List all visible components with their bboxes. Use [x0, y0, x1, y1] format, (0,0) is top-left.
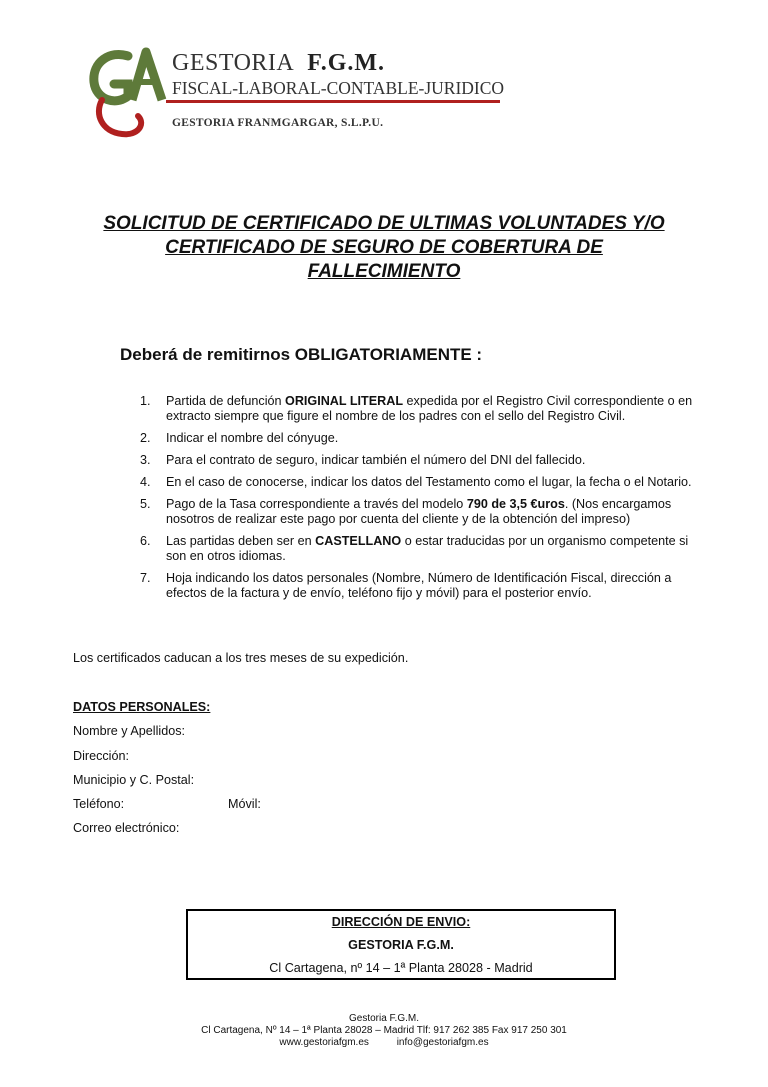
requirement-text-part: Pago de la Tasa correspondiente a través del modelo	[166, 497, 467, 511]
requirement-emphasis: ORIGINAL LITERAL	[285, 394, 404, 408]
logo-mark-icon	[88, 44, 168, 144]
requirement-text-part: Las partidas deben ser en	[166, 534, 316, 548]
requirement-emphasis: CASTELLANO	[315, 534, 402, 548]
requirement-text	[166, 453, 700, 468]
brand-name: GESTORIA F.G.M.	[172, 50, 386, 76]
requirement-item	[140, 534, 700, 564]
brand-initials: F.G.M.	[307, 50, 386, 76]
requirement-item	[140, 431, 700, 446]
personal-data-heading: DATOS PERSONALES:	[73, 700, 211, 714]
shipping-address-box	[186, 909, 616, 980]
requirement-emphasis: 790 de 3,5 €uros	[466, 497, 565, 511]
city-field-label: Municipio y C. Postal:	[73, 772, 195, 787]
email-field-label: Correo electrónico:	[73, 821, 180, 836]
requirement-text-part: Para el contrato de seguro, indicar también el número del DNI del fallecido.	[166, 453, 586, 467]
requirement-text	[166, 394, 700, 424]
title-line-2: CERTIFICADO DE SEGURO DE COBERTURA DE	[165, 237, 603, 258]
requirements-heading: Deberá de remitirnos OBLIGATORIAMENTE :	[120, 345, 483, 364]
phone-row	[73, 792, 573, 816]
requirement-number: 4.	[140, 475, 151, 489]
footer-links	[0, 1037, 768, 1049]
mobile-field-label: Móvil:	[228, 797, 261, 812]
requirements-list	[140, 394, 700, 608]
phone-field-label: Teléfono:	[73, 797, 125, 812]
requirement-number: 5.	[140, 497, 151, 511]
requirement-text	[166, 431, 700, 446]
requirement-item	[140, 453, 700, 468]
footer-web: www.gestoriafgm.es	[279, 1037, 369, 1048]
personal-data-section	[73, 695, 573, 841]
name-field-label: Nombre y Apellidos:	[73, 724, 185, 739]
requirement-text-part: Indicar el nombre del cónyuge.	[166, 431, 339, 445]
title-line-1: SOLICITUD DE CERTIFICADO DE ULTIMAS VOLUNTADES Y/O	[103, 213, 665, 234]
requirement-item	[140, 571, 700, 601]
requirement-item	[140, 475, 700, 490]
footer-company: Gestoria F.G.M.	[348, 1013, 419, 1024]
requirement-text	[166, 497, 700, 527]
requirement-text	[166, 475, 700, 490]
brand-tagline: FISCAL-LABORAL-CONTABLE-JURIDICO	[172, 78, 505, 98]
page-footer	[0, 1013, 768, 1049]
requirement-text-part: expedida por el Registro Civil correspondiente o en extracto siempre que figure el nombre de los padres con el sello del Registro Civil.	[166, 394, 693, 423]
company-name: GESTORIA FRANMGARGAR, S.L.P.U.	[172, 117, 384, 129]
shipping-heading: DIRECCIÓN DE ENVIO:	[331, 915, 471, 929]
expiry-note: Los certificados caducan a los tres meses de su expedición.	[73, 651, 409, 665]
requirement-item	[140, 394, 700, 424]
company-logo	[88, 44, 508, 144]
requirement-number: 7.	[140, 571, 151, 585]
requirement-text	[166, 534, 700, 564]
requirement-text-part: o estar traducidas por un organismo competente si son en otros idiomas.	[166, 534, 689, 563]
requirement-item	[140, 497, 700, 527]
requirement-number: 2.	[140, 431, 151, 445]
requirement-text	[166, 571, 700, 601]
address-field-label: Dirección:	[73, 748, 129, 763]
footer-email: info@gestoriafgm.es	[396, 1037, 489, 1048]
requirement-text-part: . (Nos encargamos nosotros de realizar este pago por cuenta del cliente y de la obtención del impreso)	[166, 497, 672, 526]
document-title	[60, 212, 708, 284]
requirement-number: 6.	[140, 534, 151, 548]
requirement-number: 3.	[140, 453, 151, 467]
footer-contact: Cl Cartagena, Nº 14 – 1ª Planta 28028 – Madrid Tlf: 917 262 385 Fax 917 250 301	[201, 1025, 567, 1036]
title-line-3: FALLECIMIENTO	[307, 261, 461, 282]
brand-divider	[166, 100, 500, 103]
shipping-name: GESTORIA F.G.M.	[348, 938, 454, 952]
shipping-address: Cl Cartagena, nº 14 – 1ª Planta 28028 - Madrid	[269, 961, 533, 975]
requirement-number: 1.	[140, 394, 151, 408]
requirement-text-part: Partida de defunción	[166, 394, 286, 408]
requirement-text-part: En el caso de conocerse, indicar los datos del Testamento como el lugar, la fecha o el Notario.	[166, 475, 692, 489]
requirement-text-part: Hoja indicando los datos personales (Nombre, Número de Identificación Fiscal, dirección a efectos de la factura y de envío, teléfono fijo y móvil) para el posterior envío.	[166, 571, 672, 600]
